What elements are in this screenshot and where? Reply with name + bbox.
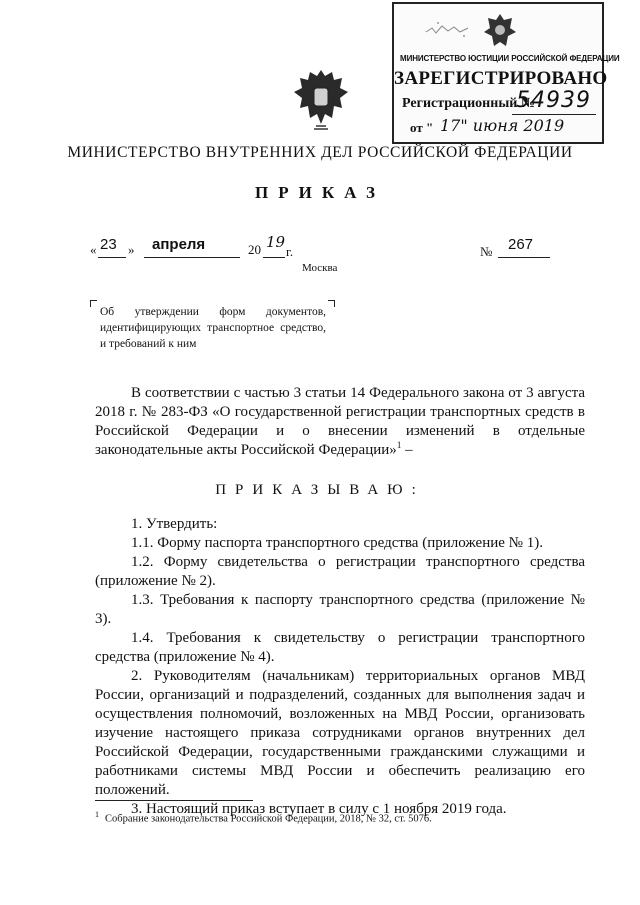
order-item: 2. Руководителям (начальникам) территориальных органов МВД России, организаций и подразделений, созданных для выполнения задач и осуществления полномочий, возложенных на МВД России, организовать изучение настоящего приказа сотрудниками органов внутренних дел Российской Федерации, государственными гражданскими служащими и работниками системы МВД России и обеспечить реализацию его положений. bbox=[95, 668, 585, 798]
order-item: 1.3. Требования к паспорту транспортного средства (приложение № 3). bbox=[95, 592, 585, 627]
date-day-underline bbox=[98, 257, 126, 258]
date-year-g: г. bbox=[286, 244, 294, 259]
date-day: 23 bbox=[100, 236, 117, 253]
stamp-reg-number: 54939 bbox=[516, 88, 591, 113]
document-type: ПРИКАЗ bbox=[255, 183, 385, 202]
subject-corner-right bbox=[328, 300, 335, 307]
stamp-scribble-icon bbox=[424, 18, 474, 40]
stamp-reg-underline bbox=[512, 114, 596, 115]
stamp-registered: ЗАРЕГИСТРИРОВАНО bbox=[394, 68, 608, 89]
preamble-text: В соответствии с частью 3 статьи 14 Федерального закона от 3 августа 2018 г. № 283-ФЗ «О государственной регистрации транспортных средств в Российской Федерации и о внесении изменений в отдельные законодательные акты Российской Федерации» bbox=[95, 385, 585, 458]
order-item: 1.1. Форму паспорта транспортного средства (приложение № 1). bbox=[131, 535, 543, 551]
preamble-tail: – bbox=[401, 442, 413, 458]
footnote-ref: 1 bbox=[396, 440, 402, 450]
order-subject: Об утверждении форм документов, идентифицирующих транспортное средство, и требований к ним bbox=[100, 306, 326, 350]
footnote-number: 1 bbox=[95, 810, 99, 819]
date-month: апреля bbox=[152, 236, 206, 253]
date-year-underline bbox=[263, 257, 285, 258]
stamp-emblem-icon bbox=[482, 10, 518, 50]
order-number: 267 bbox=[508, 236, 534, 253]
order-number-underline bbox=[498, 257, 550, 258]
footnote-separator bbox=[95, 800, 253, 801]
date-year-suffix: 19 bbox=[266, 233, 286, 251]
preamble bbox=[95, 384, 585, 460]
registration-stamp bbox=[392, 2, 620, 144]
footnote bbox=[95, 810, 432, 825]
ministry-title: МИНИСТЕРСТВО ВНУТРЕННИХ ДЕЛ РОССИЙСКОЙ ФЕДЕРАЦИИ bbox=[67, 144, 573, 161]
stamp-reg-label: Регистрационный № bbox=[402, 96, 535, 111]
stamp-from-date: 17" июня 2019 bbox=[440, 116, 565, 135]
date-year-prefix: 20 bbox=[248, 242, 261, 257]
date-month-underline bbox=[144, 257, 240, 258]
subject-corner-left bbox=[90, 300, 97, 307]
footnote-text: Собрание законодательства Российской Федерации, 2018, № 32, ст. 5076. bbox=[105, 813, 432, 825]
date-quote-open: « bbox=[90, 242, 97, 257]
date-quote-close: » bbox=[128, 242, 135, 257]
coat-of-arms-icon bbox=[292, 66, 350, 132]
stamp-ministry: МИНИСТЕРСТВО ЮСТИЦИИ РОССИЙСКОЙ ФЕДЕРАЦИИ bbox=[400, 54, 620, 63]
order-item: 1. Утвердить: bbox=[131, 516, 218, 532]
directive-heading: ПРИКАЗЫВАЮ: bbox=[215, 482, 425, 498]
order-number-label: № bbox=[480, 244, 493, 259]
order-item: 3. Настоящий приказ вступает в силу с 1 ноября 2019 года. bbox=[131, 801, 507, 817]
order-items bbox=[95, 515, 585, 819]
order-item: 1.4. Требования к свидетельству о регистрации транспортного средства (приложение № 4). bbox=[95, 630, 585, 665]
stamp-from-label: от " bbox=[410, 120, 434, 135]
city: Москва bbox=[302, 262, 338, 274]
order-item: 1.2. Форму свидетельства о регистрации транспортного средства (приложение № 2). bbox=[95, 554, 585, 589]
